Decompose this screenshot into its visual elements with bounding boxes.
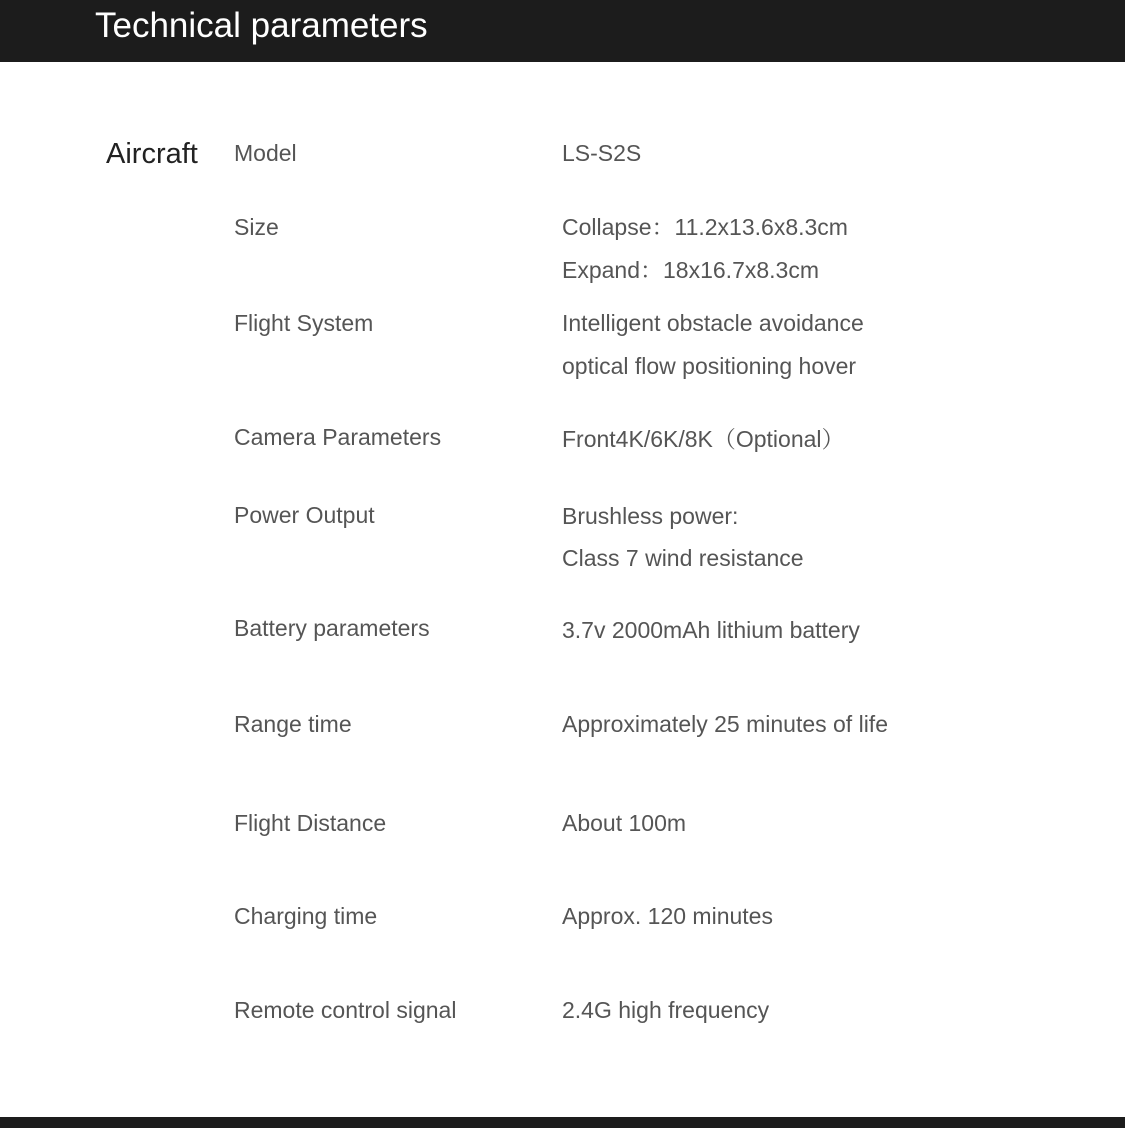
param-label-range-time: Range time — [234, 711, 352, 737]
header-bar — [0, 0, 1125, 62]
section-label-aircraft: Aircraft — [106, 138, 198, 170]
param-label-model: Model — [234, 140, 297, 166]
param-value-range-time: Approximately 25 minutes of life — [562, 711, 888, 737]
param-label-flight-system: Flight System — [234, 310, 374, 336]
param-value-battery-parameters: 3.7v 2000mAh lithium battery — [562, 617, 860, 643]
param-label-camera-parameters: Camera Parameters — [234, 424, 442, 450]
param-value-camera-parameters: Front4K/6K/8K（Optional） — [562, 426, 845, 452]
param-label-flight-distance: Flight Distance — [234, 810, 387, 836]
param-label-power-output: Power Output — [234, 502, 375, 528]
param-label-charging-time: Charging time — [234, 903, 378, 929]
footer-bar — [0, 1117, 1125, 1128]
param-value-power-output-line1: Brushless power: — [562, 503, 739, 529]
param-value-size-line2: Expand：18x16.7x8.3cm — [562, 257, 819, 283]
param-label-size: Size — [234, 214, 279, 240]
page-title: Technical parameters — [95, 6, 428, 45]
param-value-flight-system-line2: optical flow positioning hover — [562, 353, 857, 379]
param-value-size-line1: Collapse：11.2x13.6x8.3cm — [562, 214, 848, 240]
param-value-charging-time: Approx. 120 minutes — [562, 903, 773, 929]
param-value-power-output-line2: Class 7 wind resistance — [562, 545, 804, 571]
param-value-remote-control-signal: 2.4G high frequency — [562, 997, 770, 1023]
param-value-flight-system-line1: Intelligent obstacle avoidance — [562, 310, 864, 336]
param-label-battery-parameters: Battery parameters — [234, 615, 430, 641]
param-value-model: LS-S2S — [562, 140, 642, 166]
param-label-remote-control-signal: Remote control signal — [234, 997, 457, 1023]
param-value-flight-distance: About 100m — [562, 810, 687, 836]
